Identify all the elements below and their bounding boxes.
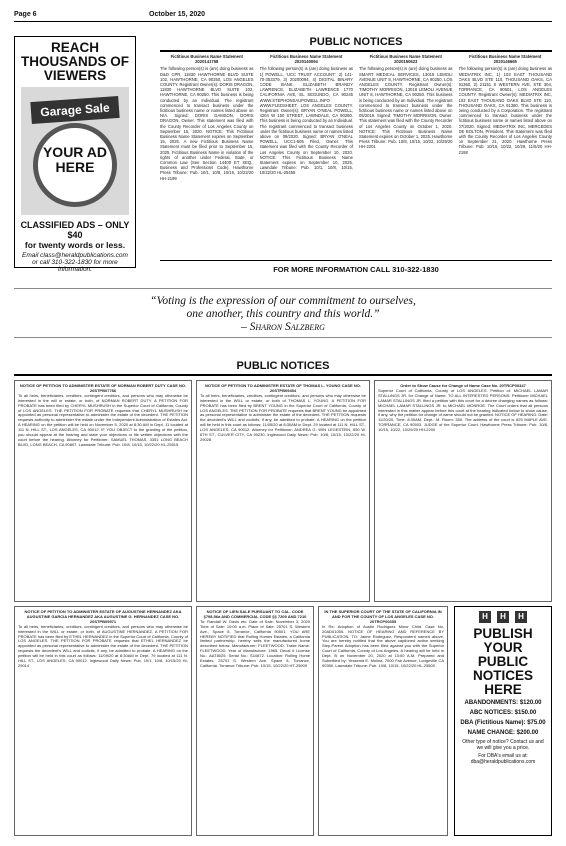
ad-price: CLASSIFIED ADS – ONLY $40 (20, 220, 130, 240)
notice-body: The following person(s) is (are) doing business as SMART MEDICAL SERVICES, 13018 LEMOLI AVENUE UNIT 8, HAWTHORNE, CA 90250, LOS ANGELES COUNTY. Registrant Owner(s): TIMOTHY MORRISON, 13018 LEMOLI AVENUE UNIT 8, HAWTHORNE, CA 90250. This business is being conducted by an Individual. The registrant commenced to transact business under the fictitious business name or names listed above on 05/2019. Signed: TIMOTHY MORRISON, Owner. This statement was filed with the County Recorder of Los Angeles County on October 1, 2020. NOTICE: This Fictitious Business Name Statement expires on October 1, 2025. Hawthorne Press Tribune: Pub. 10/8, 10/15, 10/22, 10/29/20 HH-2201 (359, 66, 453, 150)
notice-title: Fictitious Business Name Statement 2020150623 (369, 54, 442, 65)
ad-headline: REACH THOUSANDS OF VIEWERS (21, 40, 129, 83)
issue-date: October 15, 2020 (149, 11, 206, 18)
notice-column (160, 54, 254, 256)
publish-headline: PUBLISH YOUR PUBLIC NOTICES HERE (472, 626, 533, 697)
notice-title: NOTICE OF LIEN SALE PURSUANT TO CAL. CODE §798.56a AND COMMERCIAL CODE §§ 7209 AND 7210 (203, 609, 307, 619)
quote-line-1: “Voting is the expression of our commitment to ourselves, (150, 295, 416, 307)
other-notice-text: Other type of notice? Contact us and we will give you a price. (462, 739, 544, 751)
public-notices-title-bottom: PUBLIC NOTICES (14, 360, 552, 376)
notice-title: NOTICE OF PETITION TO ADMINISTER ESTATE OF AUGUSTINE HERNANDEZ AKA AUGUSTINE GARCIA HERNANDEZ AKA AUGUSTINE G. HERNANDEZ CASE NO. 20STPB09571 (24, 609, 182, 624)
garage-sale-image (21, 87, 129, 215)
public-notices-title-top: PUBLIC NOTICES (160, 36, 552, 52)
notice-title: Fictitious Business Name Statement 2020140094 (270, 54, 343, 65)
publish-notices-box[interactable] (454, 606, 552, 836)
notice-body: The following person(s) is (are) doing business as 1) POWELL, 'UCC TRUST ACCOUNT', 2) 141-70-353379, 3) 20200094, 4) DIGITAL BINARY CODE BANK, ELIZABETH BRANDY LAWRENCE, ELIZABETH LAWRENCE 1770 CALIFORNIA AVE, EL SEGUNDO, CA 90245 WWW.STEPHONSAUPOWELL.INFO WWW.FLEDSHEET, LOS ANGELES COUNTY. Registrant Owner(s): BRYAN O'NEAL POWELL, 4204 W 150 STREET, LAWNDALE, CA 90260. This business is being conducted by an Individual. The registrant commenced to transact business under the fictitious business name or names listed above on 09/2020. Signed: BRYAN O'NEAL POWELL, UCC1-505 Filed, Owner. This statement was filed with the County Recorder of Los Angeles County on September 10, 2020. NOTICE: This Fictitious Business Name Statement expires on September 10, 2025. Lawndale Tribune: Pub. 10/1, 10/8, 10/15, 10/22/20 HL-25455 (259, 66, 353, 176)
notice-title: Order to Show Cause for Change of Name Case No. 20TRCP00347 (400, 383, 526, 388)
notice-body: To all heirs, beneficiaries, creditors, contingent creditors, and persons who may otherwise be interested in the WILL or estate, or both, of AUGUSTINE HERNANDEZ. A PETITION FOR PROBATE has been filed by ETHEL HERNANDEZ in the Superior Court of California, County of LOS ANGELES. THE PETITION FOR PROBATE requests that ETHEL HERNANDEZ be appointed as personal representative to administer the estate of the decedent. THE PETITION requests the decedent's WILL and codicils, if any, be admitted to probate. A HEARING on the petition will be held in this court as follows: 11/09/20 at 8:30AM in Dept. 79 located at 111 N. HILL ST., LOS ANGELES, CA 90012. Inglewood Daily News: Pub. 10/1, 10/8, 10/15/20 HI-29014 (18, 623, 188, 668)
notice-title: NOTICE OF PETITION TO ADMINISTER ESTATE OF THOMAS L. YOUNG CASE NO. 20STPB09454 (204, 383, 361, 393)
notice-title: IN THE SUPERIOR COURT OF THE STATE OF CALIFORNIA IN AND FOR THE COUNTY OF LOS ANGELES CASE NO. 20TRCP00355 (324, 609, 442, 624)
price-abandonments: ABANDONMENTS: $120.00 (464, 700, 542, 706)
notice-cell (196, 380, 370, 602)
notice-cell (196, 606, 314, 836)
notice-title: Fictitious Business Name Statement 2020141758 (170, 54, 243, 65)
notice-title: NOTICE OF PETITION TO ADMINISTER ESTATE OF NORMAN ROBERT DUTY CASE NO. 20STPB07786 (19, 383, 187, 393)
quote-author: – Sharon Salzberg (241, 321, 325, 333)
price-abc-notices: ABC NOTICES: $150.00 (469, 710, 537, 716)
classified-ad-box[interactable] (14, 36, 136, 273)
notice-column (260, 54, 354, 256)
herald-icons (459, 611, 547, 623)
notice-cell (14, 380, 192, 602)
notice-cell (374, 380, 552, 602)
price-dba: DBA (Fictitious Name): $75.00 (460, 720, 546, 726)
notice-cell (14, 606, 192, 836)
notice-column (459, 54, 553, 256)
dba-email-text[interactable]: For DBA's email us at: dba@heraldpublications.com (470, 753, 536, 765)
quote-block (14, 288, 552, 338)
herald-h-icon: H (497, 611, 509, 623)
notice-body: To all heirs, beneficiaries, creditors, contingent creditors, and persons who may otherwise be interested in the will or estate, or both, of NORMAN ROBERT DUTY. A PETITION FOR PROBATE has been filed by CHERYL MUSHRUSH in the Superior Court of California, County of LOS ANGELES. THE PETITION FOR PROBATE requests that CHERYL MUSHRUSH be appointed as personal representative to administer the estate of the decedent. THE PETITION requests authority to administer the estate under the Independent Administration of Estates Act. A HEARING on the petition will be held on November 5, 2020 at 8:30 AM in Dept. 11 located at 111 N. HILL ST., LOS ANGELES, CA 90012. IF YOU OBJECT to the granting of the petition, you should appear at the hearing and state your objections or file written objections with the court before the hearing. Attorney for Petitioner: SAMUEL THOMAS, 3351 LONG BEACH BLVD, LONG BEACH, CA 90807. Lawndale Tribune: Pub. 10/8, 10/15, 10/22/20 HL-25515 (18, 392, 188, 447)
notice-cell (318, 606, 448, 836)
notice-body: To all heirs, beneficiaries, creditors, contingent creditors, and persons who may otherwise be interested in the WILL or estate, or both of THOMAS L. YOUNG. A PETITION FOR PROBATE has been filed by BRENT YOUNG in the Superior Court of California, County of LOS ANGELES. THE PETITION FOR PROBATE requests that BRENT YOUNG be appointed as personal representative to administer the estate of the decedent. THE PETITION requests the decedent's WILL and codicils, if any, be admitted to probate. A HEARING on the petition will be held in this court as follows: 11/05/20 at 8:30AM in Dept. 29 located at 111 N. HILL ST., LOS ANGELES, CA 90012. Attorney for Petitioner: ANDREA G. WIN LEGESTEIN, 550 W. 6TH ST., CULVER CITY, CA 90230. Inglewood Daily News: Pub. 10/8, 10/15, 10/22/20 HI-29028 (200, 392, 366, 442)
garage-sale-sign: Garage Sale (30, 96, 119, 124)
ad-contact[interactable]: Email class@heraldpublications.com or call 310-322-1830 for more information. (22, 252, 128, 273)
quote-line-2: one another, this country and this world.” (186, 308, 380, 320)
notice-body: To: Randall W. Davis etc. Date of Sale: November 3, 2020 Time of Sale: 10:00 a.m. Place of Sale: 25701 S. Western Ave., Space 8, Torrance, California 90501. YOU ARE HEREBY NOTIFIED that Rolling Homes Estates, a California limited partnership, hereby sells the manufactured home described below. Manufacturer: FLEETWOOD. Trade Name: FLEETWOOD. Year of Manufacture: 1965. Decal # License No.: AAT8025. Serial No.: S10872. Location: Rolling Home Estates, 25701 S. Western Ave. Space 8, Torrance, California. Torrance Tribune: Pub. 10/15, 10/22/20 HT-25909 (200, 618, 310, 668)
price-name-change: NAME CHANGE: $200.00 (467, 730, 539, 736)
herald-h-icon: H (479, 611, 491, 623)
notice-column (359, 54, 453, 256)
ad-word-limit: for twenty words or less. (24, 240, 126, 250)
your-ad-here-text: YOUR AD HERE (42, 144, 108, 175)
notice-title: Fictitious Business Name Statement 2020146665 (469, 54, 542, 65)
more-info-line: FOR MORE INFORMATION CALL 310-322-1830 (160, 260, 552, 274)
notice-body: Superior Court of California, County of LOS ANGELES. Petition of: MICHAEL LAMAR STALLINGS JR. for Change of Name. TO ALL INTERESTED PERSONS: Petitioner MICHAEL LAMAR STALLINGS JR. filed a petition with this court for a decree changing names as follows: MICHAEL LAMAR STALLINGS JR. to MICHAEL MONROE. The Court orders that all persons interested in this matter appear before this court at the hearing indicated below to show cause, if any, why the petition for change of name should not be granted. NOTICE OF HEARING: Date: 11/20/20, Time: 8:30AM, Dept.: M. Room: 350. The address of the court is 825 MAPLE AVE. TORRANCE, CA 90503. JUDGE of the Superior Court. Hawthorne Press Tribune: Pub. 10/8, 10/15, 10/22, 10/29/20 HH-2200 (378, 387, 548, 433)
notice-body: In Re: Adoption of Austin Rodriguez Minor Child. Case No. 20AD01055. NOTICE OF HEARING AND REFERENCE BY PUBLICATION. TO: Jaime Rodriguez, Respondent named above. You are hereby notified that the above captioned action seeking Step-Parent Adoption has been filed against you with the Superior Court of California, County of Los Angeles. A hearing will be held in Dept. B on November 20, 2020 at 10:00 A.M. Prepared and Submitted by: Yessenia E. Molina, 7000 Fair Avenue, Lodgeville CA 90350. Lawndale Tribune: Pub. 10/8, 10/15, 10/22/20 HL-25500 (322, 623, 444, 668)
herald-h-icon: H (515, 611, 527, 623)
notice-body: The following person(s) is (are) doing business as D&D CPR, 11830 HAWTHORNE BLVD SUITE 102, HAWTHORNE, CA 90250, LOS ANGELES COUNTY. Registrant Owner(s): DORIS DRAGON, 11830 HAWTHORNE BLVD SUITE 102, HAWTHORNE, CA 90250. This business is being conducted by an Individual. The registrant commenced to transact business under the fictitious business name or names listed above on N/A. Signed: DORIS DAMSON, DORIS DRAGON, Owner. This statement was filed with the County Recorder of Los Angeles County on September 15, 2020. NOTICE: This Fictitious Business Name Statement expires on September 15, 2025. A new Fictitious Business Name Statement must be filed prior to September 15, 2025. Fictitious Business Name in violation of the rights of another under Federal, State, or Common Law (See Section 14400 ET SEQ., Business and Professions Code). Hawthorne Press Tribune: Pub. 10/1, 10/8, 10/15, 10/22/20 HH-2199 (160, 66, 254, 181)
notice-body: The following person(s) is (are) doing business as MEDIATRIX INC, 1) 103 EAST THOUSAND OAKS BLVD STE 110, THOUSAND OAKS, CA 91360, 2) 21151 S WESTERN AVE, STE 304, TORRANCE, CA 90501, LOS ANGELES COUNTY. Registrant Owner(s): MEDIATRIX INC, 103 EAST THOUSAND OAKS BLVD STE 110, THOUSAND OAKS, CA 91360. This business is being conducted by a Corporation. The registrant commenced to transact business under the fictitious business name or names listed above on 07/2020. Signed: MEDIATRIX INC, MERCEDES DE BOLTON, President. This statement was filed with the County Recorder of Los Angeles County on September 21, 2020. Hawthorne Press Tribune: Pub. 10/15, 10/22, 10/29, 11/5/20 HH-2198 (458, 66, 552, 155)
top-notices-columns (160, 54, 552, 256)
page-header (14, 10, 552, 22)
page-number: Page 6 (14, 11, 37, 18)
